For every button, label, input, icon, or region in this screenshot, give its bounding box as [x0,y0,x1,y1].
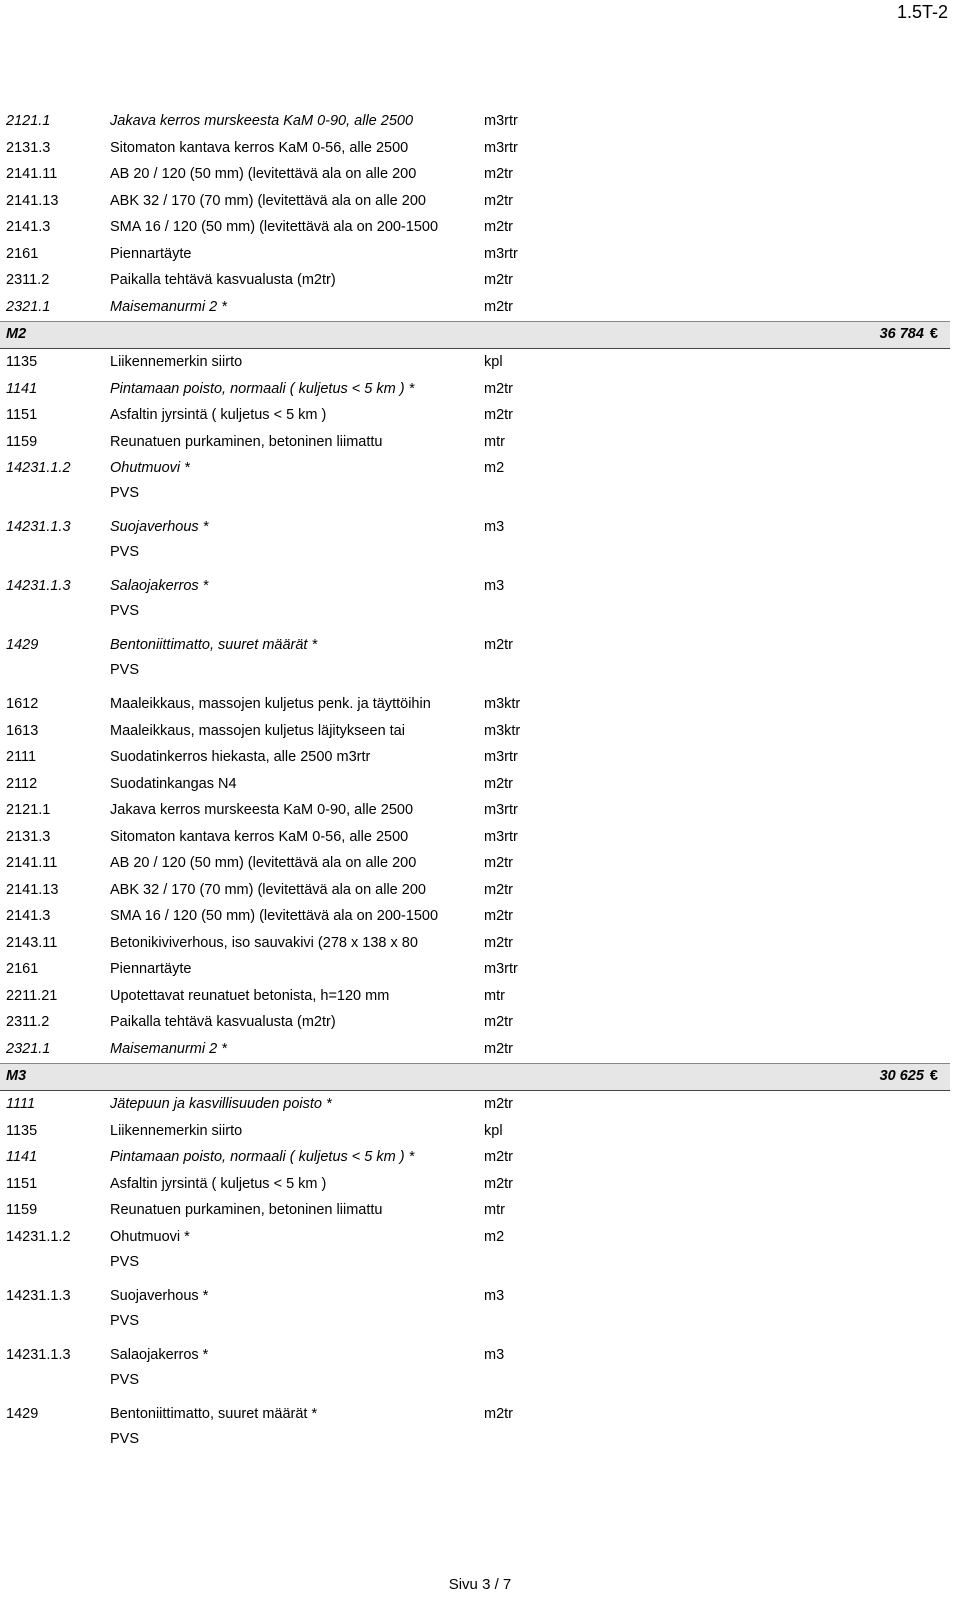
item-unit: kpl [484,354,503,370]
item-row [0,930,960,957]
item-description: Suodatinkerros hiekasta, alle 2500 m3rtr [110,749,371,765]
item-code: 1141 [6,380,38,397]
item-sub-label: PVS [110,1312,140,1329]
item-code: 2311.2 [6,1014,50,1030]
item-code: 14231.1.2 [6,460,71,476]
item-description: AB 20 / 120 (50 mm) (levitettävä ala on alle 200 [110,166,417,182]
item-description: Pintamaan poisto, normaali ( kuljetus < 5 km ) * [110,380,415,397]
item-unit: m3 [484,519,505,535]
item-code: 1159 [6,1202,38,1218]
item-row [0,135,960,162]
item-code: 2143.11 [6,934,58,951]
item-code: 14231.1.3 [6,578,71,594]
item-unit: mtr [484,1202,505,1218]
item-description: AB 20 / 120 (50 mm) (levitettävä ala on alle 200 [110,855,417,871]
item-code: 14231.1.2 [6,1228,71,1245]
item-description: SMA 16 / 120 (50 mm) (levitettävä ala on 200-1500 [110,908,439,924]
item-description: Reunatuen purkaminen, betoninen liimattu [110,1202,383,1218]
item-row [0,1224,960,1283]
item-row [0,632,960,691]
item-code: 2141.13 [6,881,59,898]
item-code: 1135 [6,354,38,370]
item-row [0,1283,960,1342]
item-unit: m3rtr [484,139,518,156]
item-description: ABK 32 / 170 (70 mm) (levitettävä ala on alle 200 [110,881,426,898]
item-row [0,1118,960,1145]
item-code: 2121.1 [6,113,51,129]
item-description: Bentoniittimatto, suuret määrät * [110,637,318,653]
item-row [0,1342,960,1401]
item-unit: m2tr [484,298,513,315]
item-row [0,1036,960,1063]
item-description: Jakava kerros murskeesta KaM 0-90, alle 2500 [110,802,414,818]
item-code: 14231.1.3 [6,519,71,535]
item-description: Maisemanurmi 2 * [110,298,227,315]
item-description: Salaojakerros * [110,1346,209,1363]
section-name: M3 [6,1068,27,1084]
item-unit: m2tr [484,192,513,209]
item-row [0,983,960,1010]
item-description: Asfaltin jyrsintä ( kuljetus < 5 km ) [110,1175,327,1192]
item-unit: m2tr [484,775,513,792]
item-description: Suojaverhous * [110,519,209,535]
item-code: 2141.3 [6,219,51,235]
item-unit: m2tr [484,380,513,397]
item-description: Liikennemerkin siirto [110,1122,243,1139]
section-total [880,1068,938,1084]
item-unit: m2tr [484,1096,513,1112]
item-row [0,429,960,456]
item-code: 1159 [6,433,38,450]
item-sub-label: PVS [110,544,140,560]
item-unit: m3rtr [484,961,518,977]
item-code: 2161 [6,961,39,977]
item-code: 1151 [6,407,38,423]
item-unit: m2tr [484,1014,513,1030]
item-row [0,1144,960,1171]
page-code: 1.5T-2 [896,2,948,22]
item-unit: m3ktr [484,696,521,712]
item-unit: m2tr [484,1175,513,1192]
item-sub-label: PVS [110,662,140,678]
item-code: 2311.2 [6,272,50,288]
item-description: Asfaltin jyrsintä ( kuljetus < 5 km ) [110,407,327,423]
section-total-value: 30 625 [879,1068,924,1084]
item-code: 2112 [6,775,38,792]
item-row [0,161,960,188]
item-sub-label: PVS [110,603,140,619]
item-code: 2211.21 [6,987,58,1004]
item-unit: m2tr [484,1149,513,1165]
item-description: Jätepuun ja kasvillisuuden poisto * [110,1096,332,1112]
item-unit: m2tr [484,272,513,288]
item-code: 2141.3 [6,908,51,924]
section-header [0,321,950,349]
item-row [0,718,960,745]
item-code: 2161 [6,245,39,262]
item-sub-label: PVS [110,1430,140,1447]
item-row [0,376,960,403]
item-unit: m3 [484,578,505,594]
item-code: 2131.3 [6,139,51,156]
item-row [0,108,960,135]
item-description: Reunatuen purkaminen, betoninen liimattu [110,433,383,450]
item-description: Upotettavat reunatuet betonista, h=120 mm [110,987,390,1004]
item-description: Sitomaton kantava kerros KaM 0-56, alle 2500 [110,139,409,156]
item-description: Maisemanurmi 2 * [110,1040,227,1057]
item-row [0,850,960,877]
item-unit: m2tr [484,908,513,924]
item-code: 2321.1 [6,298,51,315]
item-code: 1151 [6,1175,38,1192]
item-code: 2111 [6,749,37,765]
section-header [0,1063,950,1091]
item-code: 2141.11 [6,166,58,182]
section-total [880,326,938,342]
item-description: Ohutmuovi * [110,460,190,476]
item-row [0,956,960,983]
item-description: Betonikiviverhous, iso sauvakivi (278 x 138 x 80 [110,934,418,951]
currency-symbol: € [929,326,938,342]
item-description: Jakava kerros murskeesta KaM 0-90, alle 2500 [110,113,414,129]
item-unit: m2tr [484,407,513,423]
item-row [0,188,960,215]
item-unit: m3rtr [484,802,518,818]
item-code: 14231.1.3 [6,1287,71,1304]
item-description: Salaojakerros * [110,578,209,594]
item-description: Suodatinkangas N4 [110,775,237,792]
item-code: 1429 [6,1405,39,1422]
item-code: 14231.1.3 [6,1346,71,1363]
item-row [0,1171,960,1198]
item-sub-label: PVS [110,1253,140,1270]
item-unit: m2tr [484,934,513,951]
item-unit: m3 [484,1287,505,1304]
item-unit: m3rtr [484,245,518,262]
item-row [0,691,960,718]
item-row [0,241,960,268]
item-description: Piennartäyte [110,245,192,262]
item-description: Piennartäyte [110,961,192,977]
item-description: Liikennemerkin siirto [110,354,243,370]
item-list [0,108,960,1460]
item-row [0,1197,960,1224]
item-code: 1613 [6,722,39,739]
item-code: 2321.1 [6,1040,51,1057]
item-unit: m2tr [484,1040,513,1057]
item-unit: m2tr [484,1405,513,1422]
item-row [0,402,960,429]
item-description: ABK 32 / 170 (70 mm) (levitettävä ala on alle 200 [110,192,426,209]
item-code: 1429 [6,637,39,653]
item-row [0,294,960,321]
item-row [0,797,960,824]
item-row [0,514,960,573]
item-row [0,267,960,294]
item-row [0,349,960,376]
item-code: 1612 [6,696,39,712]
item-row [0,744,960,771]
item-row [0,214,960,241]
page-number: Sivu 3 / 7 [448,1576,512,1593]
item-row [0,1009,960,1036]
item-unit: m2tr [484,881,513,898]
item-code: 1141 [6,1149,38,1165]
item-unit: m3rtr [484,828,518,845]
item-description: Sitomaton kantava kerros KaM 0-56, alle 2500 [110,828,409,845]
item-row [0,877,960,904]
item-description: Ohutmuovi * [110,1228,190,1245]
item-code: 2121.1 [6,802,51,818]
item-code: 2141.11 [6,855,58,871]
item-row [0,455,960,514]
section-total-value: 36 784 [879,326,924,342]
item-unit: m2tr [484,637,513,653]
currency-symbol: € [929,1068,938,1084]
item-sub-label: PVS [110,485,140,501]
item-row [0,1091,960,1118]
item-row [0,573,960,632]
item-description: Suojaverhous * [110,1287,209,1304]
item-row [0,903,960,930]
item-row [0,771,960,798]
item-unit: mtr [484,987,505,1004]
section-name: M2 [6,326,27,342]
item-description: Maaleikkaus, massojen kuljetus penk. ja täyttöihin [110,696,431,712]
item-sub-label: PVS [110,1371,140,1388]
item-description: Paikalla tehtävä kasvualusta (m2tr) [110,1014,336,1030]
item-unit: m2 [484,1228,505,1245]
item-unit: m3rtr [484,749,518,765]
item-unit: kpl [484,1122,503,1139]
item-row [0,824,960,851]
item-description: Pintamaan poisto, normaali ( kuljetus < 5 km ) * [110,1149,415,1165]
item-description: SMA 16 / 120 (50 mm) (levitettävä ala on 200-1500 [110,219,439,235]
item-row [0,1401,960,1460]
item-unit: m2 [484,460,505,476]
item-unit: m3 [484,1346,505,1363]
item-unit: m2tr [484,166,513,182]
item-unit: m2tr [484,855,513,871]
item-unit: m2tr [484,219,513,235]
item-unit: mtr [484,433,505,450]
item-description: Bentoniittimatto, suuret määrät * [110,1405,318,1422]
item-code: 1111 [6,1096,36,1112]
item-description: Paikalla tehtävä kasvualusta (m2tr) [110,272,336,288]
item-code: 2141.13 [6,192,59,209]
item-code: 1135 [6,1122,38,1139]
item-unit: m3ktr [484,722,521,739]
item-code: 2131.3 [6,828,51,845]
item-unit: m3rtr [484,113,518,129]
item-description: Maaleikkaus, massojen kuljetus läjitykseen tai [110,722,405,739]
